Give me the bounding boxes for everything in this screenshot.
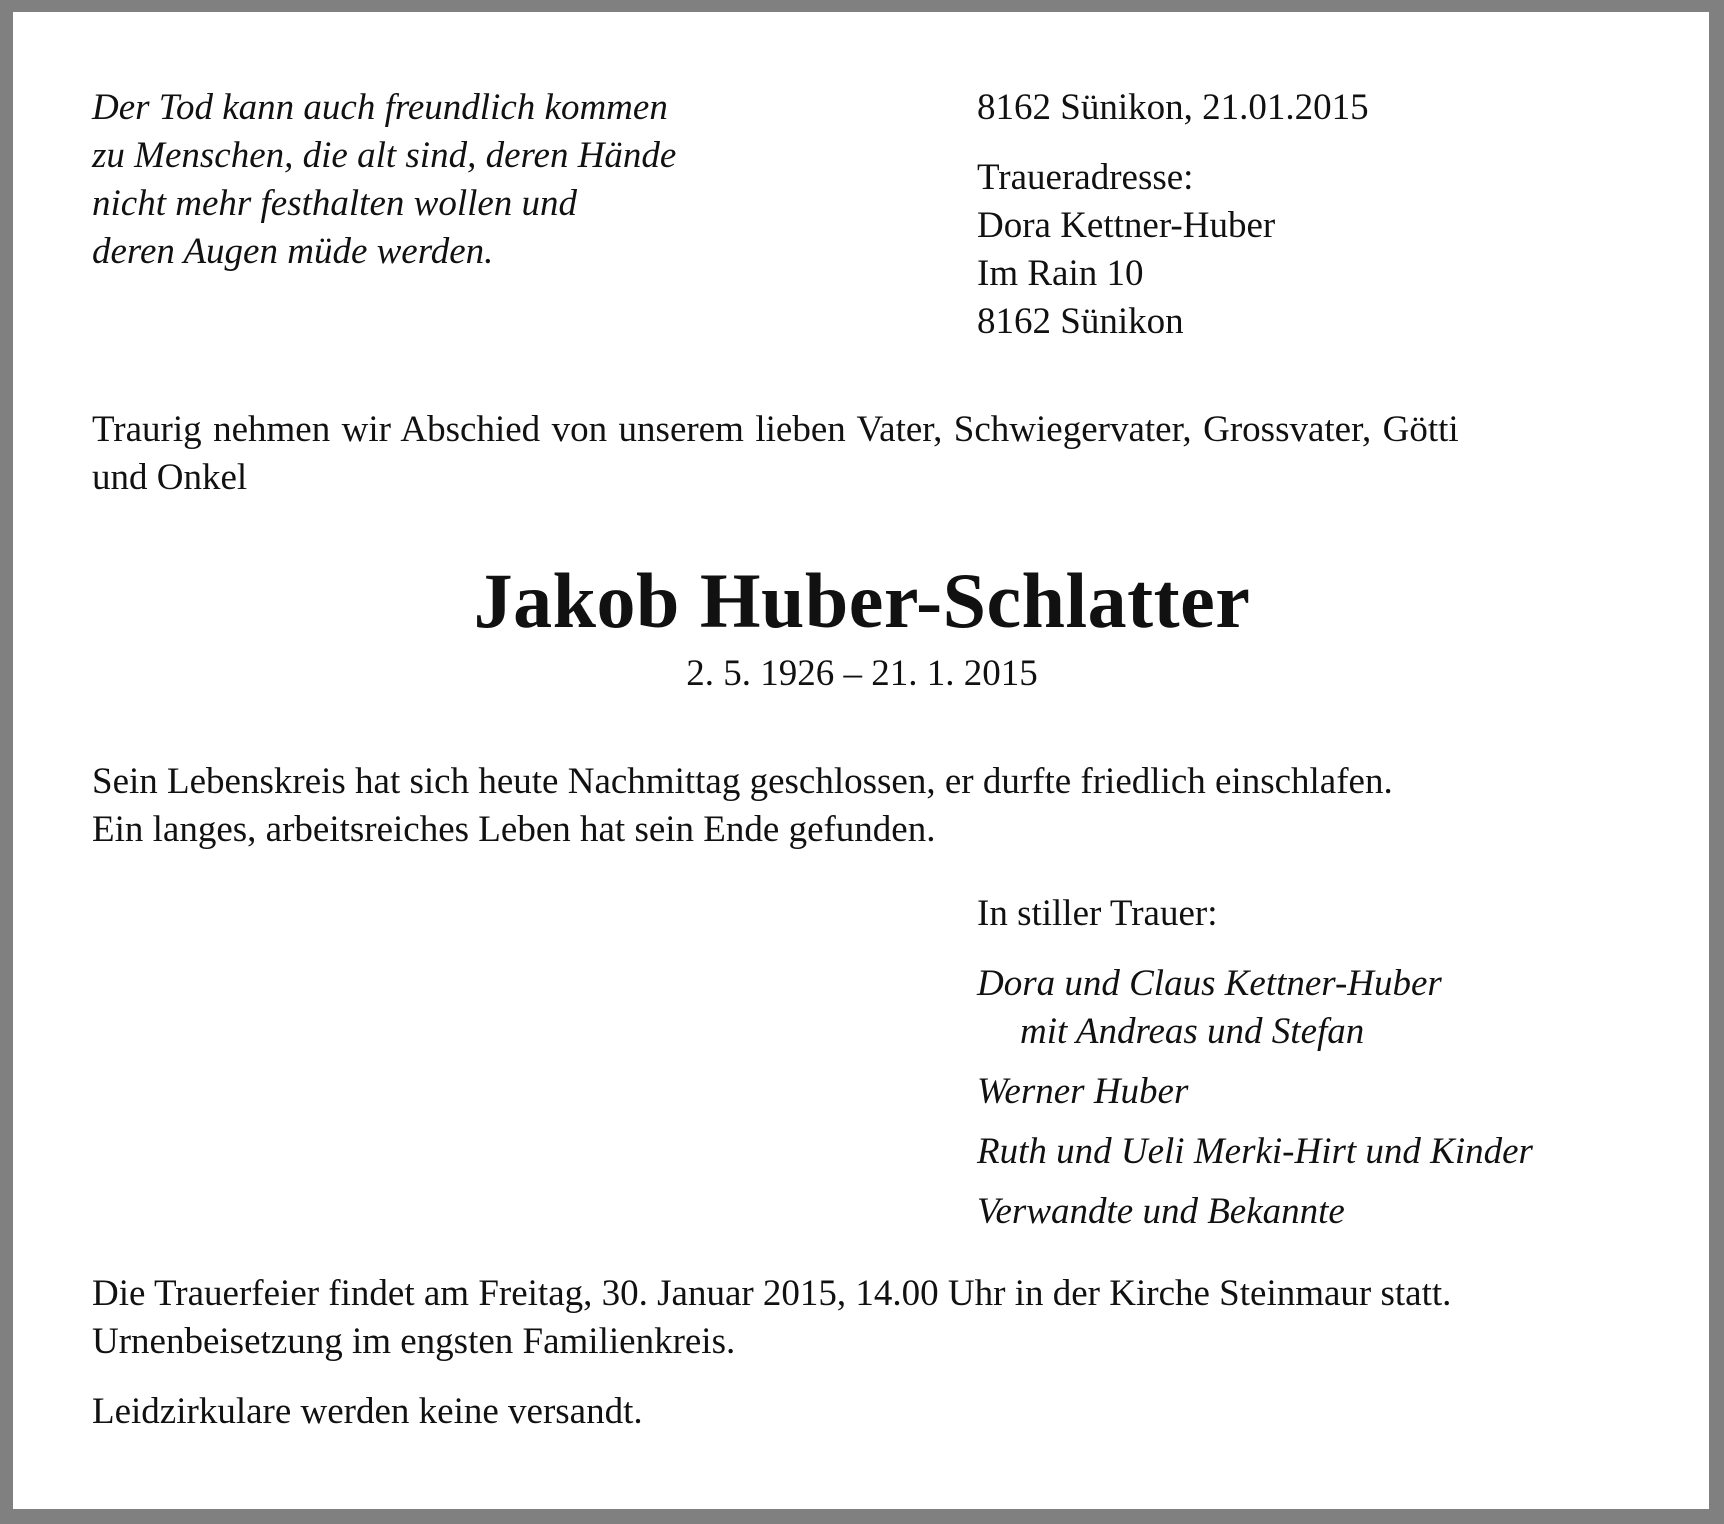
address-city: 8162 Sünikon bbox=[977, 301, 1184, 342]
mourner-family-4: Verwandte und Bekannte bbox=[977, 1191, 1345, 1232]
quote-line-3: nicht mehr festhalten wollen und bbox=[92, 183, 578, 224]
mourner-family-1: Dora und Claus Kettner-Huber bbox=[977, 963, 1442, 1004]
address-street: Im Rain 10 bbox=[977, 253, 1144, 294]
ceremony-line-1: Die Trauerfeier findet am Freitag, 30. Januar 2015, 14.00 Uhr in der Kirche Steinmaur statt. bbox=[92, 1273, 1452, 1314]
quote-line-1: Der Tod kann auch freundlich kommen bbox=[92, 87, 668, 128]
place-date: 8162 Sünikon, 21.01.2015 bbox=[977, 87, 1369, 128]
address-heading: Traueradresse: bbox=[977, 157, 1194, 198]
quote-line-2: zu Menschen, die alt sind, deren Hände bbox=[92, 135, 677, 176]
message-line-2: Ein langes, arbeitsreiches Leben hat sein Ende gefunden. bbox=[92, 809, 936, 850]
address-name: Dora Kettner-Huber bbox=[977, 205, 1276, 246]
circular-note: Leidzirkulare werden keine versandt. bbox=[92, 1391, 643, 1432]
ceremony-line-2: Urnenbeisetzung im engsten Familienkreis. bbox=[92, 1321, 736, 1362]
message-line-1: Sein Lebenskreis hat sich heute Nachmittag geschlossen, er durfte friedlich einschlafen. bbox=[92, 761, 1393, 802]
mourners-heading: In stiller Trauer: bbox=[977, 893, 1218, 934]
mourner-family-1-children: mit Andreas und Stefan bbox=[1020, 1011, 1365, 1052]
mourner-family-3: Ruth und Ueli Merki-Hirt und Kinder bbox=[977, 1131, 1533, 1172]
intro-line-2: und Onkel bbox=[92, 457, 248, 498]
mourner-family-2: Werner Huber bbox=[977, 1071, 1189, 1112]
deceased-name: Jakob Huber-Schlatter bbox=[473, 557, 1251, 644]
quote-line-4: deren Augen müde werden. bbox=[92, 231, 494, 272]
life-dates: 2. 5. 1926 – 21. 1. 2015 bbox=[686, 653, 1038, 694]
intro-line-1: Traurig nehmen wir Abschied von unserem lieben Vater, Schwiegervater, Grossvater, Götti bbox=[92, 409, 1459, 450]
